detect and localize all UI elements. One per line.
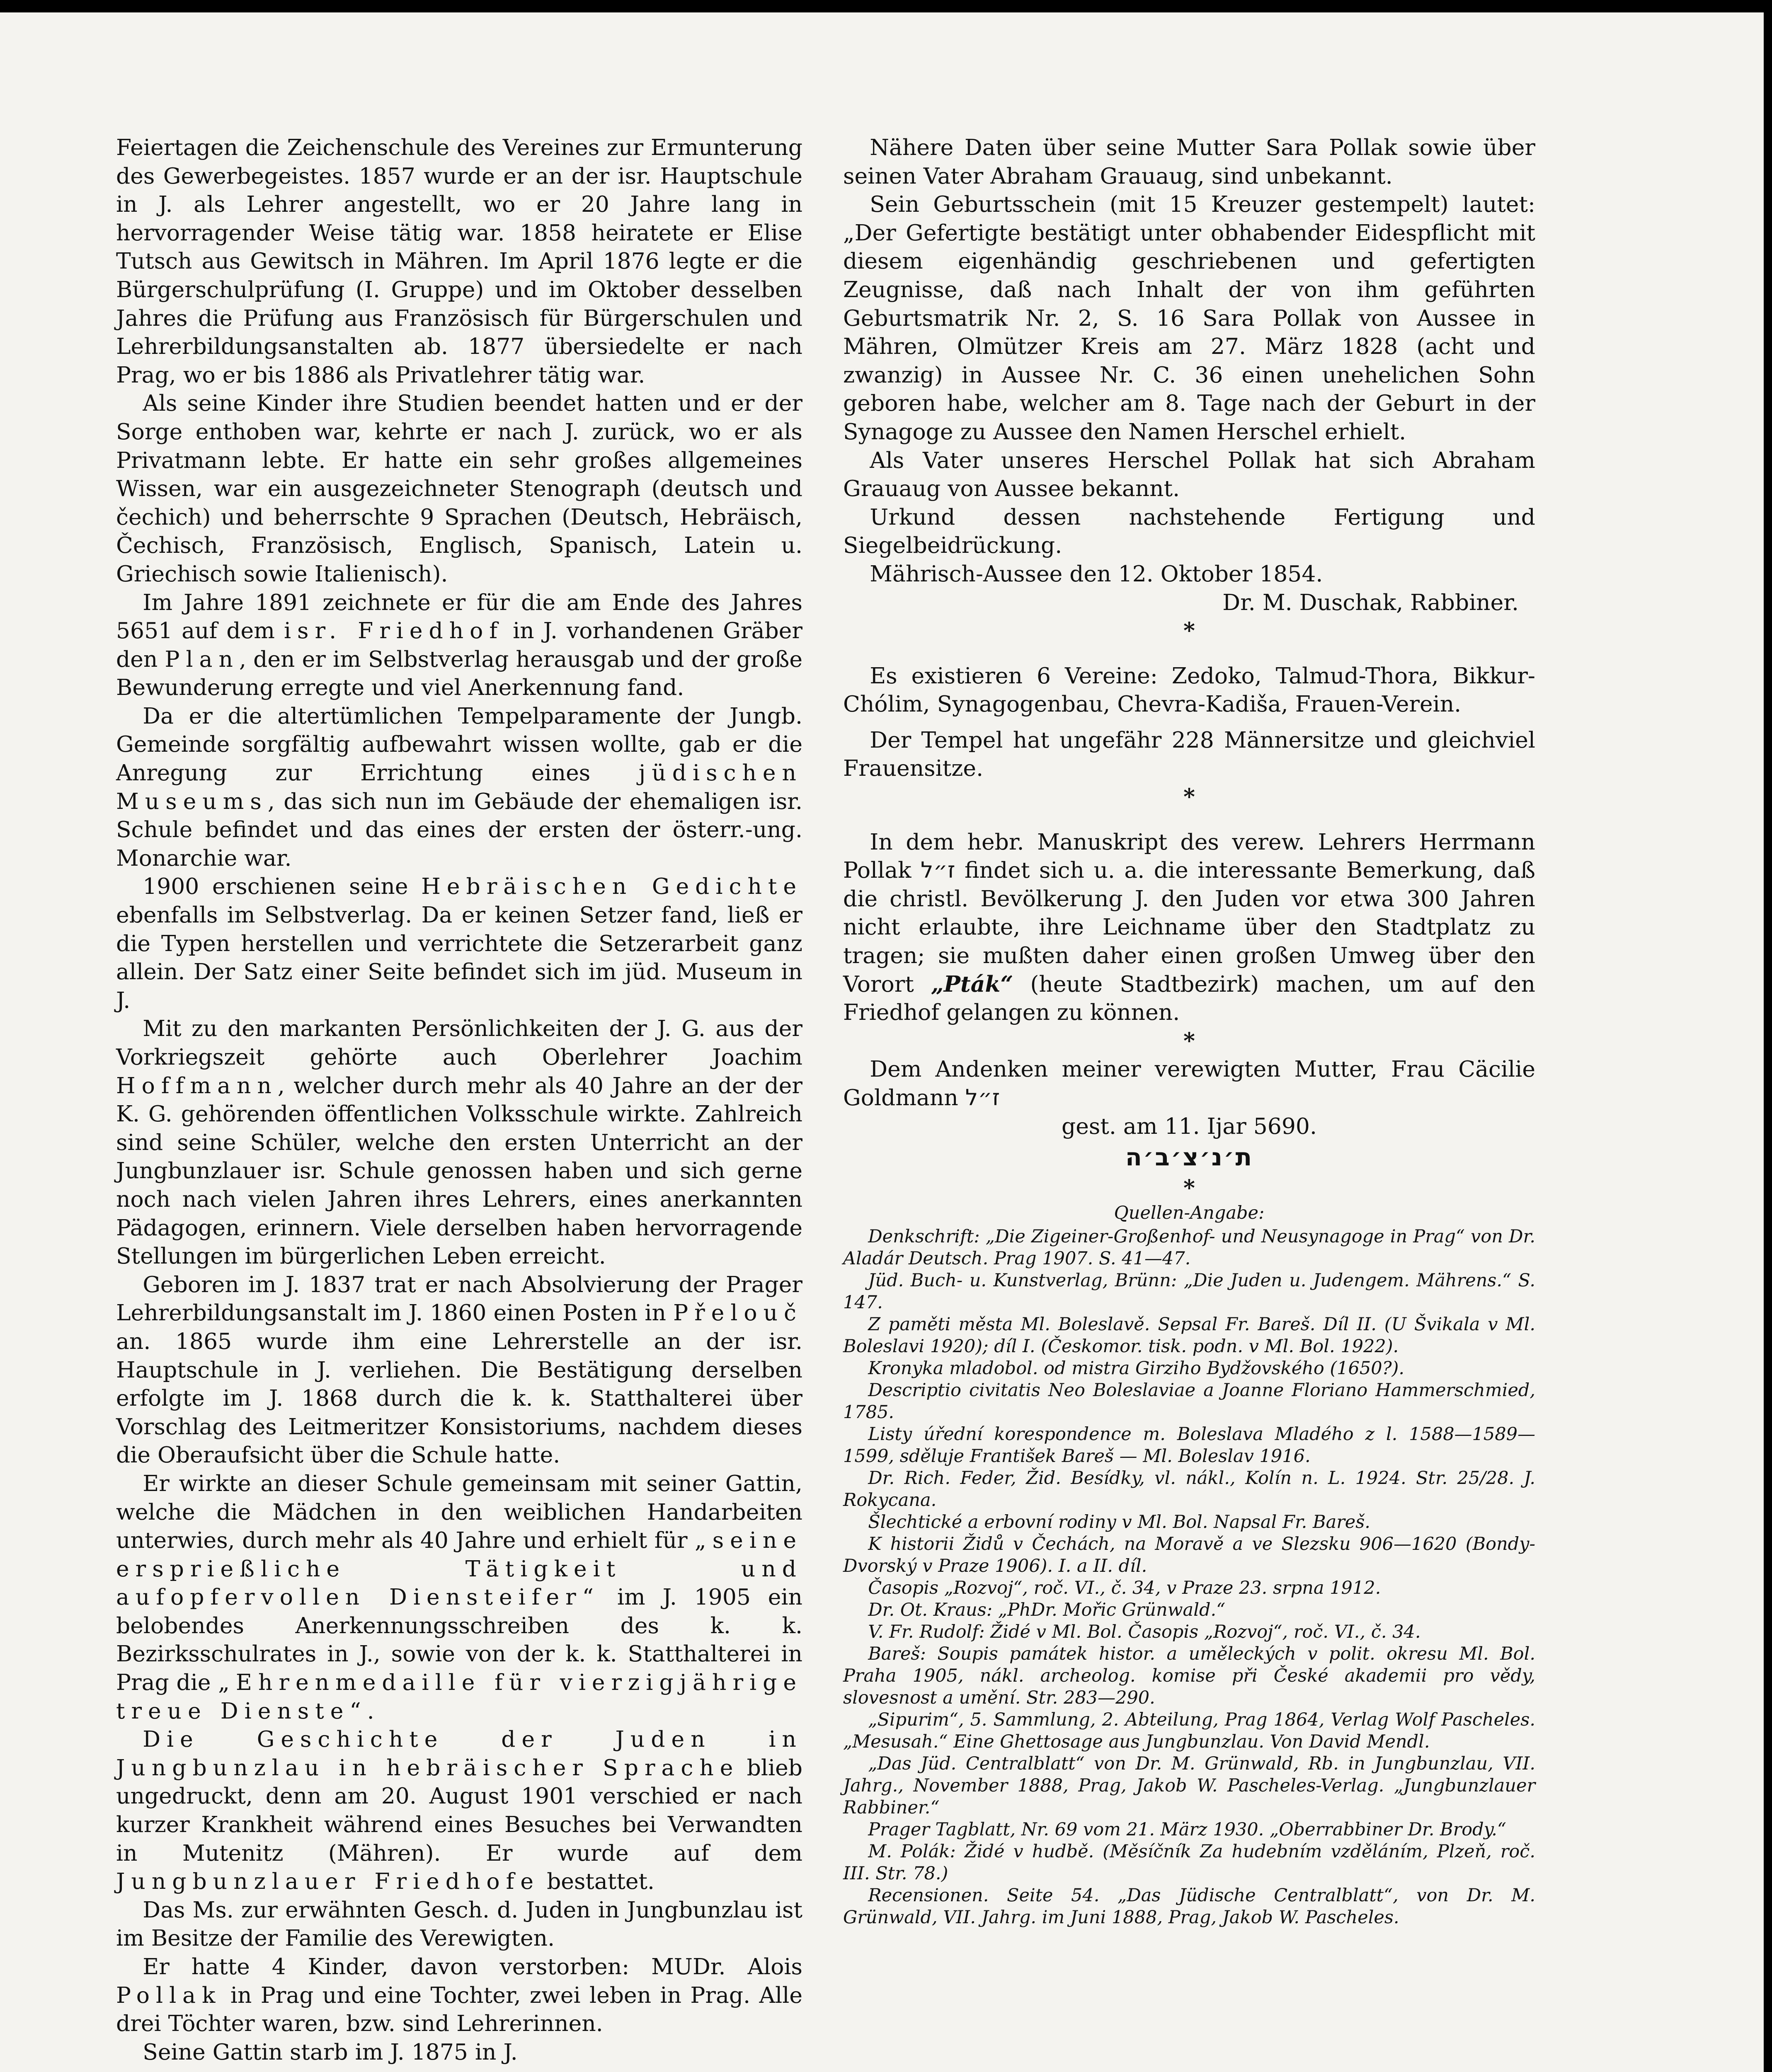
text-run: Da er die altertümlichen Tempelparamente der Jungb. Gemeinde sorgfältig aufbewahrt wissen wollte, gab er die Anregung zur Errichtung eines [116, 702, 802, 786]
text-run: In dem hebr. Manuskript des verew. Lehrers Herrmann Pollak [843, 828, 1535, 884]
separator-star: * [1183, 617, 1195, 644]
source-entry: M. Polák: Židé v hudbě. (Měsíčník Za hudebním vzděláním, Plzeň, roč. III. Str. 78.) [843, 1841, 1535, 1884]
text-run: blieb ungedruckt, denn am 20. August 1901 verschied er nach kurzer Krankheit während eines Besuches bei Verwandten in Mutenitz (Mähren). Er wurde auf dem [116, 1754, 802, 1866]
spaced-term: isr. Friedhof [284, 617, 504, 644]
sources-section [843, 1202, 1535, 1929]
spaced-term: „seine ersprießliche Tätigkeit und aufopfervollen Diensteifer“ [116, 1527, 802, 1610]
text-run: im J. 1905 ein belobendes Anerkennungsschreiben des k. k. Bezirksschulrates in J., sowie von der k. k. Statthalterei in Prag die [116, 1584, 803, 1696]
text-run: , welcher durch mehr als 40 Jahre an der der K. G. gehörenden öffentlichen Volksschule wirkte. Zahlreich sind seine Schüler, welche den ersten Unterricht an der Jungbunzlauer isr. Schule genossen haben und sich gerne noch nach vielen Jahren ihres Lehrers, eines anerkannten Pädagogen, erinnern. Viele derselben haben hervorragende Stellungen im bürgerlichen Leben erreicht. [116, 1072, 802, 1269]
text-run: . [367, 1697, 374, 1724]
text-run: 1900 erschienen seine [143, 873, 408, 900]
source-entry: V. Fr. Rudolf: Židé v Ml. Bol. Časopis „Rozvoj“, roč. VI., č. 34. [868, 1622, 1421, 1643]
sources-heading: Quellen-Angabe: [1114, 1203, 1265, 1224]
dedication [843, 1055, 1535, 1112]
hebrew-line: ת׳נ׳צ׳ב׳ה [1125, 1143, 1253, 1172]
spaced-term: Hebräischen Gedichte [421, 873, 802, 900]
source-entry: Recensionen. Seite 54. „Das Jüdische Centralblatt“, von Dr. M. Grünwald, VII. Jahrg. im Juni 1888, Prag, Jakob W. Pascheles. [843, 1885, 1535, 1928]
text-run: Mit zu den markanten Persönlichkeiten der J. G. aus der Vorkriegszeit gehörte auch Oberlehrer Joachim [116, 1015, 802, 1070]
text-run: , das sich nun im Gebäude der ehemaligen isr. Schule befindet und das eines der ersten der österr.-ung. Monarchie war. [116, 788, 802, 871]
spaced-term: „Ehrenmedaille für vierzigjährige treue Dienste“ [116, 1669, 802, 1724]
dedication-date: gest. am 11. Ijar 5690. [1062, 1113, 1317, 1139]
source-entry: Z paměti města Ml. Boleslavě. Sepsal Fr. Bareš. Díl II. (U Švikala v Ml. Boleslavi 1920); díl I. (Českomor. tisk. podn. v Ml. Bol. 1922). [843, 1314, 1535, 1357]
source-entry: Listy úřední korespondence m. Boleslava Mladého z l. 1588—1589—1599, sděluje František Bareš — Ml. Boleslav 1916. [843, 1424, 1535, 1467]
paragraph [116, 1725, 802, 1896]
text-run: an. 1865 wurde ihm eine Lehrerstelle an der isr. Hauptschule in J. verliehen. Die Bestätigung derselben erfolgte im J. 1868 durch die k. k. Statthalterei über Vorschlag des Leitmeritzer Konsistoriums, nachdem dieses die Oberaufsicht über die Schule hatte. [116, 1328, 802, 1468]
paragraph: Es existieren 6 Vereine: Zedoko, Talmud-Thora, Bikkur-Chólim, Synagogenbau, Chevra-Kadiša, Frauen-Verein. [843, 662, 1535, 717]
scan-border-top [0, 0, 1772, 12]
text-run: , den er im Selbstverlag herausgab und der große Bewunderung erregte und viel Anerkennung fand. [116, 646, 802, 701]
source-entry: Prager Tagblatt, Nr. 69 vom 21. März 1930. „Oberrabbiner Dr. Brody.“ [868, 1819, 1506, 1840]
source-entry: Časopis „Rozvoj“, roč. VI., č. 34, v Praze 23. srpna 1912. [868, 1578, 1381, 1599]
paragraph: Urkund dessen nachstehende Fertigung und Siegelbeidrückung. [843, 503, 1535, 559]
paragraph [843, 828, 1535, 1027]
text-run: findet sich u. a. die interessante Bemerkung, daß die christl. Bevölkerung J. den Juden vor etwa 300 Jahren nicht erlaubte, ihre Leichname über den Stadtplatz zu tragen; sie mußten daher einen großen Umweg über den Vorort [843, 857, 1535, 997]
hebrew-abbreviation: ז״ל [921, 857, 955, 884]
place-date: Mährisch-Aussee den 12. Oktober 1854. [870, 560, 1323, 587]
paragraph [116, 872, 802, 1014]
spaced-term: Plan [165, 646, 239, 672]
source-entry: Dr. Rich. Feder, Žid. Besídky, vl. nákl., Kolín n. L. 1924. Str. 25/28. J. Rokycana. [843, 1468, 1535, 1511]
text-run: bestattet. [547, 1868, 655, 1895]
source-entry: „Sipurim“, 5. Sammlung, 2. Abteilung, Prag 1864, Verlag Wolf Pascheles. „Mesusah.“ Eine Ghettosage aus Jungbunzlau. Von David Mendl. [843, 1709, 1535, 1752]
paragraph: Das Ms. zur erwähnten Gesch. d. Juden in Jungbunzlau ist im Besitze der Familie des Verewigten. [116, 1896, 802, 1951]
separator-star: * [1183, 1174, 1195, 1201]
text-run: in Prag und eine Tochter, zwei leben in Prag. Alle drei Töchter waren, bzw. sind Lehrerinnen. [116, 1982, 802, 2037]
source-entry: Šlechtické a erbovní rodiny v Ml. Bol. Napsal Fr. Bareš. [868, 1512, 1370, 1533]
paragraph: Als seine Kinder ihre Studien beendet hatten und er der Sorge enthoben war, kehrte er nach J. zurück, wo er als Privatmann lebte. Er hatte ein sehr großes allgemeines Wissen, war ein ausgezeichneter Stenograph (deutsch und čechich) und beherrschte 9 Sprachen (Deutsch, Hebräisch, Čechisch, Französisch, Englisch, Spanisch, Latein u. Griechisch sowie Italienisch). [116, 390, 802, 587]
text-run: Dem Andenken meiner verewigten Mutter, Frau Cäcilie Goldmann [843, 1056, 1535, 1111]
hebrew-abbreviation: ז״ל [965, 1084, 1000, 1111]
paragraph: Als Vater unseres Herschel Pollak hat sich Abraham Grauaug von Aussee bekannt. [843, 447, 1535, 502]
paragraph: Seine Gattin starb im J. 1875 in J. [143, 2038, 518, 2065]
paragraph: Sein Geburtsschein (mit 15 Kreuzer gestempelt) lautet: „Der Gefertigte bestätigt unter obhabender Eidespflicht mit diesem eigenhändig geschriebenen und gefertigten Zeugnisse, daß nach Inhalt der von ihm geführten Geburtsmatrik Nr. 2, S. 16 Sara Pollak von Aussee in Mähren, Olmützer Kreis am 27. März 1828 (acht und zwanzig) in Aussee Nr. C. 36 einen unehelichen Sohn geboren habe, welcher am 8. Tage nach der Geburt in der Synagoge zu Aussee den Namen Herschel erhielt. [843, 191, 1535, 445]
spacer [843, 811, 1535, 828]
paragraph [116, 1271, 802, 1469]
spacer [843, 719, 1535, 726]
source-entry: K historii Židů v Čechách, na Moravě a ve Slezsku 906—1620 (Bondy-Dvorský v Praze 1906). I. a II. díl. [843, 1534, 1535, 1577]
spaced-term: Die Geschichte der Juden in Jungbunzlau in hebräischer Sprache [116, 1726, 802, 1781]
spacer [843, 645, 1535, 662]
spaced-term: Hoffmann [116, 1072, 278, 1099]
text-run: Er hatte 4 Kinder, davon verstorben: MUDr. Alois [143, 1953, 802, 1980]
text-run: Er wirkte an dieser Schule gemeinsam mit seiner Gattin, welche die Mädchen in den weiblichen Handarbeiten unterwies, durch mehr als 40 Jahre und erhielt für [116, 1470, 802, 1554]
paragraph: Der Tempel hat ungefähr 228 Männersitze und gleichviel Frauensitze. [843, 726, 1535, 782]
spaced-term: jüdischen Museums [116, 760, 802, 814]
source-entry: Dr. Ot. Kraus: „PhDr. Mořic Grünwald.“ [868, 1600, 1226, 1621]
text-run: Geboren im J. 1837 trat er nach Absolvierung der Prager Lehrerbildungsanstalt im J. 1860 einen Posten in [116, 1271, 802, 1326]
source-entry: Jüd. Buch- u. Kunstverlag, Brünn: „Die Juden u. Judengem. Mährens.“ S. 147. [843, 1270, 1535, 1313]
text-run: ebenfalls im Selbstverlag. Da er keinen Setzer fand, ließ er die Typen herstellen und verrichtete die Setzerarbeit ganz allein. Der Satz einer Seite befindet sich im jüd. Museum in J. [116, 902, 802, 1013]
separator-star: * [1183, 1027, 1195, 1054]
right-column [843, 133, 1535, 1929]
paragraph [116, 1953, 802, 2038]
paragraph: Nähere Daten über seine Mutter Sara Pollak sowie über seinen Vater Abraham Grauaug, sind unbekannt. [843, 134, 1535, 189]
paragraph: Feiertagen die Zeichenschule des Vereines zur Ermunterung des Gewerbegeistes. 1857 wurde er an der isr. Hauptschule in J. als Lehrer angestellt, wo er 20 Jahre lang in hervorragender Weise tätig war. 1858 heiratete er Elise Tutsch aus Gewitsch in Mähren. Im April 1876 legte er die Bürgerschulprüfung (I. Gruppe) und im Oktober desselben Jahres die Prüfung aus Französisch für Bürgerschulen und Lehrerbildungsanstalten ab. 1877 übersiedelte er nach Prag, wo er bis 1886 als Privatlehrer tätig war. [116, 134, 802, 388]
source-entry: Denkschrift: „Die Zigeiner-Großenhof- und Neusynagoge in Prag“ von Dr. Aladár Deutsch. Prag 1907. S. 41—47. [843, 1226, 1535, 1269]
paragraph [116, 702, 802, 873]
source-entry: Kronyka mladobol. od mistra Girziho Bydžovského (1650?). [868, 1358, 1405, 1379]
separator-star: * [1183, 784, 1195, 810]
scan-border-right [1764, 0, 1772, 2072]
place-name: „Pták“ [931, 971, 1013, 997]
left-column [116, 133, 802, 2066]
text-run: in J. vorhandenen Gräber den [116, 617, 802, 672]
signature: Dr. M. Duschak, Rabbiner. [1222, 589, 1519, 615]
spaced-term: Přelouč [673, 1300, 802, 1326]
spaced-term: Jungbunzlauer Friedhofe [116, 1868, 540, 1895]
paragraph [116, 1469, 802, 1725]
paragraph [116, 1014, 802, 1270]
source-entry: „Das Jüd. Centralblatt“ von Dr. M. Grünwald, Rb. in Jungbunzlau, VII. Jahrg., November 1888, Prag, Jakob W. Pascheles-Verlag. „Jungbunzlauer Rabbiner.“ [843, 1753, 1535, 1818]
source-entry: Descriptio civitatis Neo Boleslaviae a Joanne Floriano Hammerschmied, 1785. [843, 1380, 1535, 1423]
text-run: Im Jahre 1891 zeichnete er für die am Ende des Jahres 5651 auf dem [116, 589, 802, 644]
spaced-term: Pollak [116, 1982, 222, 2008]
paragraph [116, 588, 802, 702]
text-run: (heute Stadtbezirk) machen, um auf den Friedhof gelangen zu können. [843, 971, 1535, 1026]
source-entry: Bareš: Soupis památek histor. a uměleckých v polit. okresu Ml. Bol. Praha 1905, nákl. archeolog. komise při České akademii pro vědy, slovesnost a umění. Str. 283—290. [843, 1644, 1535, 1709]
